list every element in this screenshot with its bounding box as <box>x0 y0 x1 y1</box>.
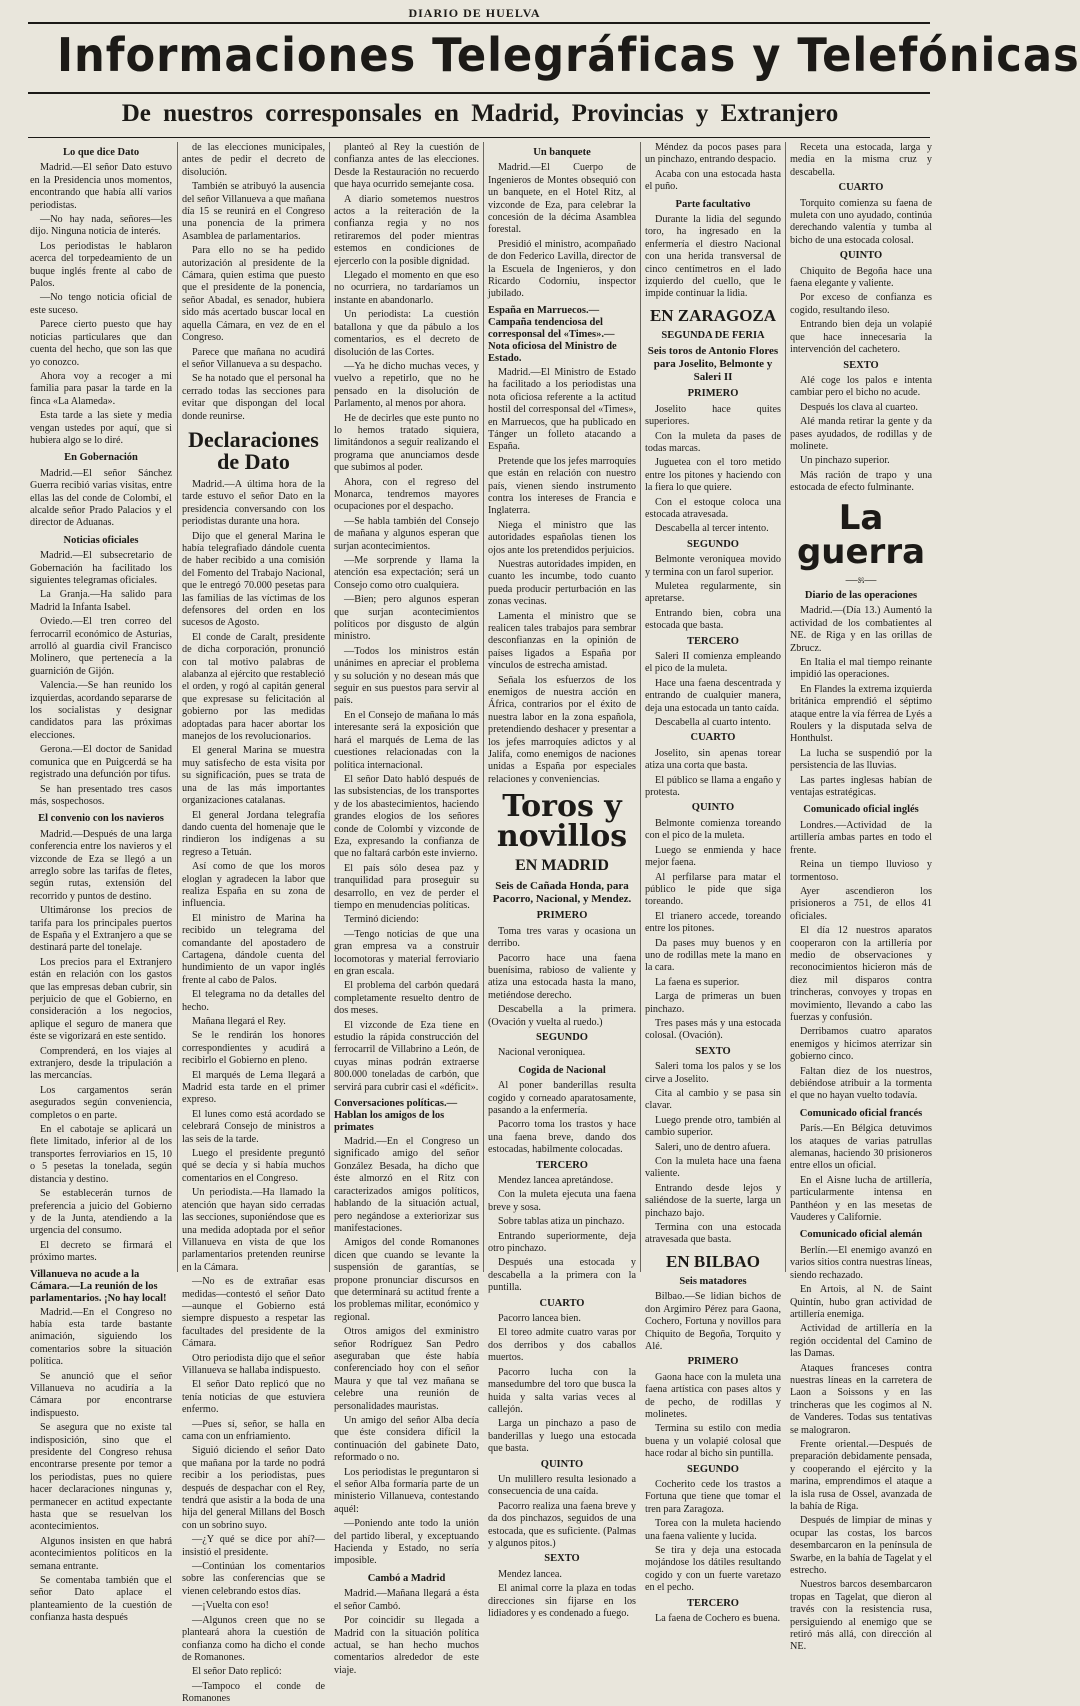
paragraph: También se atribuyó la ausencia del señor Villanueva a que mañana día 15 se reunirá en el Congreso una ponencia de la primera Asamblea de parlamentarios. <box>182 181 325 242</box>
paragraph: Madrid.—Después de una larga conferencia entre los navieros y el vizconde de Eza se llegó a un arreglo sobre las tarifas de fletes, según rutas, extensión del recorrido y puntos de destino. <box>30 828 172 902</box>
paragraph: Frente oriental.—Después de preparación debidamente pensada, y cooperando el ejército y la marina, emprendimos el ataque a la isla rusa de Ossel, avanzada de la bahía de Riga. <box>790 1438 932 1512</box>
paragraph: Pacorro lucha con la mansedumbre del toro que busca la huida y salta varias veces al callejón. <box>488 1366 636 1415</box>
paragraph: Con la muleta hace una faena valiente. <box>645 1156 781 1180</box>
paragraph: Toma tres varas y ocasiona un derribo. <box>488 925 636 950</box>
paragraph: Méndez da pocos pases para un pinchazo, entrando despacio. <box>645 142 781 166</box>
paragraph: Descabella al tercer intento. <box>655 523 769 535</box>
section-headline: Toros y novillos <box>496 789 628 855</box>
paragraph: Entrando superiormente, deja otro pinchazo. <box>488 1230 636 1255</box>
paragraph: Ahora, con el regreso del Monarca, tendremos mayores ocupaciones por el despacho. <box>334 476 479 513</box>
paragraph: Madrid.—El Cuerpo de Ingenieros de Montes obsequió con un banquete, en el Hotel Ritz, al vizconde de Eza, para celebrar la concesión de la décima Asamblea forestal. <box>488 162 636 236</box>
paragraph: Madrid.—En el Congreso no había esta tarde bastante animación, siguiendo los comentarios sobre la situación política. <box>30 1306 172 1368</box>
bull-number: SEGUNDO <box>687 1463 739 1475</box>
paragraph: Madrid.—El señor Sánchez Guerra recibió varias visitas, entre ellas las del conde de Colombí, el alcalde señor Prado Palacios y el director de Aduanas. <box>30 467 172 529</box>
paragraph: Tres pases más y una estocada colosal. (Ovación). <box>645 1017 781 1042</box>
paragraph: Saleri toma los palos y se los cirve a Joselito. <box>645 1061 781 1085</box>
paragraph: Un periodista: La cuestión batallona y que da pábulo a los comentarios, es el decreto de disolución de las Cortes. <box>334 309 479 358</box>
paragraph: Los precios para el Extranjero están en relación con los gastos que las empresas deban cubrir, sin perjuicio de que el Gobierno, en consideración a los negocios, aplique el seguro de manera que éste se vigorizará en este sentido. <box>30 956 172 1043</box>
paragraph: Durante la lidia del segundo toro, ha ingresado en la enfermería el diestro Nacional con una herida transversal de cinco centímetros en el lado izquierdo del cuello, que le impide continuar la lidia. <box>645 214 781 300</box>
bull-lineup: Seis de Cañada Honda, para Pacorro, Nacional, y Mendez. <box>492 880 632 906</box>
paragraph: El problema del carbón quedará completamente resuelto dentro de dos meses. <box>334 980 479 1017</box>
paragraph: Muletea regularmente, sin apretarse. <box>645 580 781 605</box>
section-heading: Lo que dice Dato <box>62 147 140 158</box>
paragraph: El ministro de Marina ha recibido un telegrama del comandante del apostadero de Cartagena, dándole cuenta del hundimiento de un vapor inglés frente al cabo de Palos. <box>182 912 325 986</box>
bull-number: SEXTO <box>843 359 879 371</box>
paragraph: Madrid.—Mañana llegará a ésta el señor Cambó. <box>334 1588 479 1612</box>
title-rule <box>28 92 930 94</box>
paragraph: Ataques franceses contra nuestras líneas en la carretera de Laon a Soissons y en las trincheras que les cogimos al N. de Vanderes. Todas sus tentativas se malograron. <box>790 1362 932 1436</box>
bull-number: TERCERO <box>687 635 739 647</box>
paragraph: Se le rendirán los honores correspondientes y acudirá a recibirlo el Gobierno en pleno. <box>182 1030 325 1067</box>
paragraph: Pacorro realiza una faena breve y da dos pinchazos, seguidos de una estocada, que es suficiente. (Palmas y algunos pitos.) <box>488 1500 636 1549</box>
paragraph: Luego el presidente preguntó qué se decía y si había muchos comentarios en el Congreso. <box>182 1148 325 1184</box>
bull-number: CUARTO <box>539 1297 585 1309</box>
column-3 <box>334 142 479 1676</box>
paragraph: El marqués de Lema llegará a Madrid esta tarde en el primer expreso. <box>182 1069 325 1106</box>
column-1 <box>30 142 172 1624</box>
paragraph: Se tira y deja una estocada mojándose los dátiles resultando cogido y con un fuerte varetazo en el pecho. <box>645 1545 781 1594</box>
paragraph: Ultimáronse los precios de tarifa para los principales puertos de España y el Extranjero a que se destinará parte del tonelaje. <box>30 905 172 954</box>
column-5 <box>645 142 781 1625</box>
paragraph: He de decirles que este punto no lo hemos tratado siquiera, limitándonos a seguir realizando el programa que anunciamos desde que subimos al poder. <box>334 412 479 474</box>
section-heading: Parte facultativo <box>675 198 751 210</box>
paragraph: El animal corre la plaza en todas direcciones sin fijarse en los lidiadores y es condenado a fuego. <box>488 1583 636 1619</box>
section-headline: EN BILBAO <box>666 1251 760 1271</box>
paragraph: El lunes como está acordado se celebrará Consejo de ministros a las seis de la tarde. <box>182 1108 325 1145</box>
paragraph: Ahora voy a recoger a mi familia para pasar la tarde en la finca «La Alameda». <box>30 370 172 407</box>
paragraph: Sobre tablas atiza un pinchazo. <box>498 1216 625 1228</box>
paragraph: Se asegura que no existe tal indisposición, sino que el presidente del Congreso rehusa encontrarse presente por temor a los periodistas, pues no quiere hacer declaraciones ningunas y, permanecer en actitud expectante hasta que se resuelvan los acontecimientos. <box>30 1422 172 1533</box>
paragraph: Los cargamentos serán asegurados según conveniencia, completos o en parte. <box>30 1084 172 1121</box>
paragraph: En el Consejo de mañana lo más interesante será la exposición que hará el marqués de Lema de las cuestiones relacionadas con la política internacional. <box>334 709 479 771</box>
subtitle-rule <box>28 137 930 138</box>
paragraph: París.—En Bélgica detuvimos los ataques de varias patrullas alemanas, haciendo 30 prisioneros entre ellos un oficial. <box>790 1123 932 1172</box>
paragraph: Faltan diez de los nuestros, debiéndose atribuir a la tormenta el que no hayan vuelto todavía. <box>790 1065 932 1102</box>
paragraph: La faena es superior. <box>655 976 740 988</box>
paragraph: Después de limpiar de minas y ocupar las costas, los barcos desembarcaron en la península de Swarbe, en la bahía de Tagelat y el estrecho. <box>790 1515 932 1577</box>
paragraph: —Tengo noticias de que una gran empresa va a construir locomotoras y material ferroviario en gran escala. <box>334 928 479 977</box>
bull-number: QUINTO <box>691 802 735 814</box>
paragraph: Pretende que los jefes marroquíes que están en relación con nuestro país, vienen siendo instrumento contra los intereses de Francia e Inglaterra. <box>488 455 636 517</box>
paragraph: Londres.—Actividad de la artillería ambas partes en todo el frente. <box>790 819 932 856</box>
paragraph: Se ha notado que el personal ha cerrado todas las secciones para evitar que dispongan del local donde reunirse. <box>182 373 325 422</box>
paragraph: Después los clava al cuarteo. <box>800 401 918 413</box>
paragraph: Presidió el ministro, acompañado de don Federico Lavilla, director de la Escuela de Ingenieros, y don Ricardo Codorniu, inspector jubilado. <box>488 238 636 300</box>
paragraph: Torquito comienza su faena de muleta con uno ayudado, continúa derechando valentía y tumba al bicho de una estocada colosal. <box>790 197 932 246</box>
section-heading: Comunicado oficial francés <box>799 1107 923 1119</box>
paragraph: Oviedo.—El tren correo del ferrocarril económico de Asturias, arrolló al guardia civil Francisco Molinero, que pertenecía a la guarnición de Gijón. <box>30 616 172 677</box>
bull-number: SEXTO <box>544 1553 580 1565</box>
paragraph: El toreo admite cuatro varas por dos derribos y dos caballos muertos. <box>488 1327 636 1364</box>
paragraph: Termina su estilo con media buena y un volapié colosal que hace rodar al bicho sin puntilla. <box>645 1423 781 1460</box>
paragraph: Madrid.—(Día 13.) Aumentó la actividad de los combatientes al NE. de Riga y en las orillas de Zbrucz. <box>790 605 932 654</box>
paragraph: Da pases muy buenos y en uno de rodillas mete la mano en la cara. <box>645 937 781 974</box>
paragraph: Después una estocada y descabella a la primera con la puntilla. <box>488 1257 636 1294</box>
paragraph: Luego prende otro, también al cambio superior. <box>645 1114 781 1139</box>
paragraph: Ayer ascendieron los prisioneros a 751, de ellos 41 oficiales. <box>790 885 932 922</box>
paragraph: —Me sorprende y llama la atención esa expectación; será un Consejo como otro cualquiera. <box>334 555 479 591</box>
paragraph: Algunos insisten en que habrá acontecimientos políticos en la semana entrante. <box>30 1535 172 1572</box>
paragraph: Se comentaba también que el señor Dato aplace el planteamiento de la cuestión de confianza hasta después <box>30 1575 172 1624</box>
paragraph: Se anunció que el señor Villanueva no acudiría a la Cámara por encontrarse indispuesto. <box>30 1370 172 1419</box>
paragraph: Con la muleta da pases de todas marcas. <box>645 430 781 454</box>
paragraph: El día 12 nuestros aparatos cooperaron con la artillería por medio de observaciones y reconocimientos hicieron más de diez mil disparos contra trincheras, convoyes y tropas en movimiento, llevando a cabo las fuerzas y confusión. <box>790 925 932 1023</box>
paragraph: Nacional veroniquea. <box>498 1047 586 1059</box>
paragraph: —¡Vuelta con eso! <box>192 1600 269 1612</box>
paragraph: La lucha se suspendió por la persistencia de las lluvias. <box>790 747 932 772</box>
paragraph: Parece cierto puesto que hay noticias particulares que dan cuenta del hecho, que son las que yo conozco. <box>30 319 172 368</box>
section-heading: Noticias oficiales <box>63 534 139 546</box>
bull-number: TERCERO <box>687 1597 739 1609</box>
section-heading: Cambó a Madrid <box>367 1572 446 1584</box>
paragraph: Cocherito cede los trastos a Fortuna que tiene que tomar el tren para Zaragoza. <box>645 1478 781 1515</box>
paragraph: En Artois, al N. de Saint Quintín, hubo gran actividad de artillería enemiga. <box>790 1284 932 1320</box>
paragraph: Pacorro hace una faena buenísima, rabioso de valiente y atiza una estocada hasta la mano, metiéndose derecho. <box>488 952 636 1001</box>
paragraph: Actividad de artillería en la región occidental del Camino de las Damas. <box>790 1323 932 1360</box>
section-heading: Un banquete <box>533 147 591 158</box>
paragraph: Las partes inglesas habían de ventajas estratégicas. <box>790 774 932 799</box>
paragraph: Al perfilarse para matar el público le pide que siga toreando. <box>645 871 781 908</box>
paragraph: Un amigo del señor Alba decía que éste considera difícil la continuación del gabinete Dato, reformado o no. <box>334 1415 479 1464</box>
paragraph: Gaona hace con la muleta una faena artística con pases altos y de pecho, de rodillas y molinetes. <box>645 1371 781 1420</box>
section-heading: Cogida de Nacional <box>518 1064 606 1076</box>
paragraph: Chiquito de Begoña hace una faena elegante y valiente. <box>790 265 932 290</box>
paragraph: Berlín.—El enemigo avanzó en varios sitios contra nuestras líneas, siendo rechazado. <box>790 1244 932 1281</box>
paragraph: Madrid.—En el Congreso un significado amigo del señor González Besada, ha dicho que éste almorzó en el Ritz con caracterizados amigos políticos, hablando de la situación actual, pero negándose a exteriorizar sus manifestaciones. <box>334 1136 479 1234</box>
column-6 <box>790 142 932 1653</box>
paragraph: Torea con la muleta haciendo una faena valiente y lucida. <box>645 1518 781 1542</box>
paragraph: En el Aisne lucha de artillería, particularmente intensa en Panthéon y en las mesetas de Vauderes y Californie. <box>790 1174 932 1224</box>
paragraph: —Poniendo ante todo la unión del partido liberal, y exceptuando Hacienda y Estado, no sería imposible. <box>334 1518 479 1567</box>
paragraph: Un mulillero resulta lesionado a consecuencia de una caída. <box>488 1473 636 1498</box>
paragraph: Con el estoque coloca una estocada atravesada. <box>645 496 781 520</box>
paragraph: Para ello no se ha pedido autorización al presidente de la Cámara, quien estima que puesto que el presidente de la ponencia, señor Abadal, es senador, hubiera sido más acertado buscar local en aquella Cámara, en vez de en el Congreso. <box>182 245 325 344</box>
paragraph: Cita al cambio y se pasa sin clavar. <box>645 1088 781 1112</box>
paragraph: Pacorro toma los trastos y hace una faena breve, dando dos estocadas, habilmente colocadas. <box>488 1119 636 1156</box>
section-heading: Conversaciones políticas.—Hablan los amigos de los primates <box>334 1098 458 1134</box>
paragraph: Un pinchazo superior. <box>800 455 890 467</box>
paragraph: Siguió diciendo el señor Dato que mañana por la tarde no podrá recibir a los periodistas, pues después de despachar con el Rey, tendrá que asistir a la boda de una hija del general Millans del Bosch con un sobrino suyo. <box>182 1445 325 1531</box>
column-divider <box>785 142 786 1272</box>
paragraph: El señor Dato replicó: <box>192 1666 282 1678</box>
column-divider <box>640 142 641 1272</box>
section-heading: Seis matadores <box>679 1275 747 1287</box>
bull-number: CUARTO <box>690 732 736 744</box>
paragraph: La Granja.—Ha salido para Madrid la Infanta Isabel. <box>30 589 172 613</box>
top-rule <box>28 22 930 24</box>
paragraph: El decreto se firmará el próximo martes. <box>30 1239 172 1264</box>
section-heading: España en Marruecos.—Campaña tendenciosa del corresponsal del «Times».—Nota oficiosa del Ministro de Estado. <box>488 304 617 364</box>
column-divider <box>483 142 484 1272</box>
paragraph: Derribamos cuatro aparatos enemigos y hicimos aterrizar sin gobierno cinco. <box>790 1026 932 1063</box>
paragraph: El señor Dato habló después de las subsistencias, de los transportes y de los abastecimientos, haciendo grandes elogios de los señores conde de Colombí y vizconde de Eza, expresando la confianza de que no faltará carbón este invierno. <box>334 773 479 860</box>
section-heading: En Gobernación <box>64 452 138 464</box>
paragraph: Bilbao.—Se lidian bichos de don Argimiro Pérez para Gaona, Cochero, Fortuna y novillos para Chiquito de Begoña, Torquito y Alé. <box>645 1291 781 1352</box>
paragraph: Saleri II comienza empleando el pico de la muleta. <box>645 651 781 675</box>
paragraph: El general Jordana telegrafía dando cuenta del homenaje que le rindieron los indígenas a su regreso a Tetuán. <box>182 809 325 858</box>
paragraph: El público se llama a engaño y protesta. <box>645 774 781 799</box>
paragraph: Por coincidir su llegada a Madrid con la situación política actual, se han hecho muchos comentarios alrededor de este viaje. <box>334 1615 479 1676</box>
bull-number: SEGUNDO <box>687 538 739 550</box>
paragraph: Esta tarde a las siete y media vengan ustedes por aquí, que si hubiera algo se lo diré. <box>30 410 172 446</box>
paragraph: Un periodista.—Ha llamado la atención que hayan sido cerradas las secciones, suponiéndose que es una medida adoptada por el señor Villanueva en vista de que los parlamentarios pretenden reunirse en la Cámara. <box>182 1187 325 1273</box>
paragraph: Madrid.—El subsecretario de Gobernación ha facilitado los siguientes telegramas oficiales. <box>30 550 172 586</box>
paragraph: Nuestras autoridades impiden, en cuanto les incumbe, todo cuanto pueda producir perturbación en las zonas vecinas. <box>488 558 636 608</box>
paragraph: Nuestros barcos desembarcaron tropas en Tagelat, que dieron al través con la resistencia rusa, persiguiendo al enemigo que se retiró más allá, con dirección al NE. <box>790 1579 932 1653</box>
section-headline: La guerra <box>796 497 926 572</box>
paragraph: Luego se enmienda y hace mejor faena. <box>645 844 781 869</box>
paragraph: —No tengo noticia oficial de este suceso. <box>30 292 172 316</box>
paragraph: A diario sometemos nuestros actos a la reiteración de la confianza regia y no nos retiraremos del poder mientras estemos en condiciones de ejercerlo con la posible dignidad. <box>334 193 479 267</box>
paragraph: Terminó diciendo: <box>344 914 419 926</box>
paragraph: Larga un pinchazo a paso de banderillas y luego una estocada que basta. <box>488 1418 636 1455</box>
column-4 <box>488 142 636 1619</box>
paragraph: Se han presentado tres casos más, sospechosos. <box>30 783 172 807</box>
paragraph: Entrando bien, cobra una estocada que basta. <box>645 607 781 632</box>
paragraph: Los periodistas le preguntaron si el señor Alba formaría parte de un ministerio Villanueva, contestando aquél: <box>334 1466 479 1515</box>
paragraph: Joselito, sin apenas torear atiza una corta que basta. <box>645 747 781 772</box>
paragraph: Por exceso de confianza es cogido, resultando ileso. <box>790 292 932 316</box>
paragraph: Alé manda retirar la gente y da pases ayudados, de rodillas y de molinete. <box>790 416 932 452</box>
paragraph: Con la muleta ejecuta una faena breve y sosa. <box>488 1189 636 1213</box>
paragraph: Madrid.—El Ministro de Estado ha facilitado a los periodistas una nota oficiosa referente a la actitud hostil del corresponsal del «Times», en Marruecos, que ha publicado en Tánger un folleto atacando a España. <box>488 366 636 453</box>
section-headline: EN ZARAGOZA <box>649 305 777 325</box>
bull-number: SEGUNDO <box>536 1031 588 1043</box>
paragraph: Parece que mañana no acudirá el señor Villanueva a su despacho. <box>182 346 325 370</box>
paragraph: El general Marina se muestra muy satisfecho de esta visita por su significación, pues se trata de una de las más importantes organizaciones catalanas. <box>182 745 325 807</box>
paragraph: —No es de extrañar esas medidas—contestó el señor Dato—aunque el Gobierno está siempre dispuesto a respetar las facultades del presidente de la Cámara. <box>182 1276 325 1350</box>
paragraph: Amigos del conde Romanones dicen que cuando se levante la suspensión de garantías, se propone pronunciar discursos en que determinará su actitud frente a los problemas militar, económico y regional. <box>334 1237 479 1323</box>
section-heading: Comunicado oficial inglés <box>803 804 919 816</box>
paragraph: Señala los esfuerzos de los enemigos de nuestra acción en África, contrarios por el éxito de nuestra labor en la zona española, pretendiendo deshacer y presentar a los jefes marroquíes adictos y al Jalifa, como enemigos de naciones unidas a España por especiales relaciones y conveniencias. <box>488 674 636 785</box>
paragraph: Alé coge los palos e intenta cambiar pero el bicho no acude. <box>790 374 932 399</box>
paragraph: El trianero accede, toreando entre los pitones. <box>645 910 781 935</box>
bull-number: PRIMERO <box>536 910 588 922</box>
paragraph: Joselito hace quites superiores. <box>645 403 781 428</box>
paragraph: En Italia el mal tiempo reinante impidió las operaciones. <box>790 657 932 681</box>
paragraph: Niega el ministro que las autoridades españolas tienen los ojos ante los pretendidos perjuicios. <box>488 519 636 556</box>
paragraph: En Flandes la extrema izquierda británica emprendió el séptimo ataque entre la vía férrea de Lyés a Roulers y la disputada selva de Honthulst. <box>790 683 932 745</box>
paragraph: Entrando bien deja un volapié que hace innecesaria la intervención del cachetero. <box>790 319 932 356</box>
column-divider <box>177 142 178 1272</box>
paragraph: Belmonte comienza toreando con el pico de la muleta. <box>645 817 781 842</box>
paragraph: Dijo que el general Marina le había telegrafiado dándole cuenta de haber recibido a una comisión del Fomento del Trabajo Nacional, que le entregó 70.000 pesetas para las familias de las víctimas de los defensores del orden en los sucesos de Agosto. <box>182 530 325 629</box>
paragraph: Madrid.—El señor Dato estuvo en la Presidencia unos momentos, encontrando que había allí varios periodistas. <box>30 162 172 211</box>
paragraph: Mendez lancea apretándose. <box>498 1175 614 1186</box>
paragraph: Mendez lancea. <box>498 1568 562 1580</box>
paragraph: Juguetea con el toro metido entre los pitones y haciendo con la fiera lo que quiere. <box>645 457 781 494</box>
page-subtitle: De nuestros corresponsales en Madrid, Provincias y Extranjero <box>121 100 839 127</box>
section-headline: Declaraciones de Dato <box>188 426 319 474</box>
paragraph: Así como de que los moros eloglan y agradecen la labor que realiza España en su zona de influencia. <box>182 861 325 910</box>
paragraph: Receta una estocada, larga y media en la misma cruz y descabella. <box>790 142 932 178</box>
paragraph: Al poner banderillas resulta cogido y corneado aparatosamente, pasando a la enfermería. <box>488 1080 636 1116</box>
bull-number: PRIMERO <box>687 1356 739 1368</box>
paragraph: El vizconde de Eza tiene en estudio la rápida construcción del ferrocarril de Villabrino a León, de cuyas minas podrán extraerse 800.000 toneladas de carbón, que servirá para cubrir casi el «déficit». <box>334 1019 479 1093</box>
paragraph: Madrid.—A última hora de la tarde estuvo el señor Dato en la presidencia conversando con los periodistas durante una hora. <box>182 478 325 528</box>
paragraph: Termina con una estocada atravesada que basta. <box>645 1222 781 1246</box>
paragraph: —Continúan los comentarios sobre las conferencias que se vienen celebrando estos días. <box>182 1561 325 1597</box>
running-head: DIARIO DE HUELVA <box>408 6 541 20</box>
ornament-divider: —೫— <box>845 571 877 586</box>
paragraph: En el cabotaje se aplicará un flete limitado, inferior al de los transportes ferroviarios en 15, 10 o 5 pesetas la tonelada, según distancia y destino. <box>30 1124 172 1185</box>
paragraph: Gerona.—El doctor de Sanidad comunica que en Puigcerdá se ha registrado una defunción por tifus. <box>30 744 172 781</box>
paragraph: El país sólo desea paz y tranquilidad para proseguir su desarrollo, en vez de perder el tiempo en menudencias políticas. <box>334 862 479 911</box>
paragraph: —Se habla también del Consejo de mañana y algunos esperan que surjan acontecimientos. <box>334 515 479 552</box>
paragraph: Acaba con una estocada hasta el puño. <box>645 168 781 193</box>
column-2 <box>182 142 325 1705</box>
paragraph: —Pues sí, señor, se halla en cama con un enfriamiento. <box>182 1418 325 1442</box>
paragraph: —Algunos creen que no se planteará ahora la cuestión de confianza como ha dicho el conde de Romanones. <box>182 1614 325 1663</box>
paragraph: El conde de Caralt, presidente de dicha corporación, pronunció con tal motivo palabras de alabanza al ejército que restableció el orden, y rogó al capitán general que expresase su felicitación al gobierno por las medidas adoptadas para hacer abortar los manejos de los revolucionarios. <box>182 631 325 743</box>
column-divider <box>329 142 330 1272</box>
paragraph: Otros amigos del exministro señor Rodríguez San Pedro aseguraban que éste había conferenciado hoy con el señor Maura y que tal vez mañana se celebre una reunión de personalidades mauristas. <box>334 1326 479 1412</box>
paragraph: Mañana llegará el Rey. <box>192 1016 286 1027</box>
paragraph: Descabella a la primera. (Ovación y vuelta al ruedo.) <box>488 1004 636 1028</box>
section-heading: SEGUNDA DE FERIA <box>661 329 765 341</box>
paragraph: —No hay nada, señores—les dijo. Ninguna noticia de interés. <box>30 214 172 238</box>
paragraph: El señor Dato replicó que no tenía noticias de que estuviera enfermo. <box>182 1379 325 1416</box>
bull-number: QUINTO <box>540 1458 584 1470</box>
paragraph: Más ración de trapo y una estocada de efecto fulminante. <box>790 469 932 494</box>
paragraph: Comprenderá, en los viajes al extranjero, desde la tripulación a las mercancías. <box>30 1045 172 1082</box>
paragraph: planteó al Rey la cuestión de confianza antes de las elecciones. Desde la Restauración no recuerdo que haya ocurrido semejante cosa. <box>334 142 479 191</box>
paragraph: Los periodistas le hablaron acerca del torpedeamiento de un buque inglés frente al cabo de Palos. <box>30 240 172 290</box>
paragraph: El telegrama no da detalles del hecho. <box>182 989 325 1013</box>
subsection-headline: EN MADRID <box>515 857 609 875</box>
paragraph: Entrando desde lejos y saliéndose de la suerte, larga un pinchazo bajo. <box>645 1182 781 1219</box>
paragraph: Lamenta el ministro que se realicen tales trabajos para sembrar desconfianzas en la opinión de países ligados a España por vínculos de estrecha amistad. <box>488 610 636 672</box>
page-title: Informaciones Telegráficas y Telefónicas <box>57 28 1080 82</box>
paragraph: —¿Y qué se dice por ahí?—insistió el presidente. <box>182 1534 325 1558</box>
paragraph: —Ya he dicho muchas veces, y vuelvo a repetirlo, que no he pensado en la disolución de Parlamento, al menos por ahora. <box>334 360 479 410</box>
paragraph: Pacorro lancea bien. <box>498 1313 581 1325</box>
paragraph: —Bien; pero algunos esperan que surjan acontecimientos políticos por disgusto de algún ministro. <box>334 594 479 643</box>
paragraph: Valencia.—Se han reunido los izquierdas, acordando separarse de los socialistas y designar candidatos para las próximas elecciones. <box>30 680 172 741</box>
paragraph: Otro periodista dijo que el señor Villanueva se hallaba indispuesto. <box>182 1352 325 1376</box>
bull-number: SEXTO <box>695 1045 731 1057</box>
paragraph: La faena de Cochero es buena. <box>655 1613 781 1625</box>
section-heading: Villanueva no acude a la Cámara.—La reunión de los parlamentarios. ¡No hay local! <box>30 1268 167 1304</box>
paragraph: Descabella al cuarto intento. <box>655 717 771 729</box>
paragraph: Larga de primeras un buen pinchazo. <box>645 991 781 1015</box>
bull-lineup: Seis toros de Antonio Flores para Joselito, Belmonte y Saleri II <box>647 345 779 384</box>
section-heading: El convenio con los navieros <box>38 813 164 825</box>
bull-number: QUINTO <box>839 250 883 262</box>
paragraph: Reina un tiempo lluvioso y tormentoso. <box>790 859 932 883</box>
paragraph: Hace una faena descentrada y entrando de cualquier manera, deja una estocada un tanto caída. <box>645 677 781 714</box>
paragraph: —Tampoco el conde de Romanones <box>182 1680 325 1705</box>
bull-number: PRIMERO <box>687 388 739 400</box>
bull-number: CUARTO <box>838 182 884 194</box>
paragraph: Belmonte veroniquea movido y termina con un farol superior. <box>645 554 781 578</box>
paragraph: —Todos los ministros están unánimes en apreciar el problema y su solución y no desean más que seguir en sus puestos para servir al país. <box>334 645 479 707</box>
paragraph: Llegado el momento en que eso no ocurriera, no tardaríamos un instante en abandonarlo. <box>334 270 479 306</box>
paragraph: Saleri, uno de dentro afuera. <box>655 1141 771 1153</box>
paragraph: Se establecerán turnos de preferencia a juicio del Gobierno y de la Junta, atendiendo a la urgencia del consumo. <box>30 1188 172 1237</box>
section-heading: Diario de las operaciones <box>804 589 918 601</box>
section-heading: Comunicado oficial alemán <box>799 1229 923 1241</box>
bull-number: TERCERO <box>536 1159 588 1171</box>
paragraph: de las elecciones municipales, antes de pedir el decreto de disolución. <box>182 142 325 178</box>
